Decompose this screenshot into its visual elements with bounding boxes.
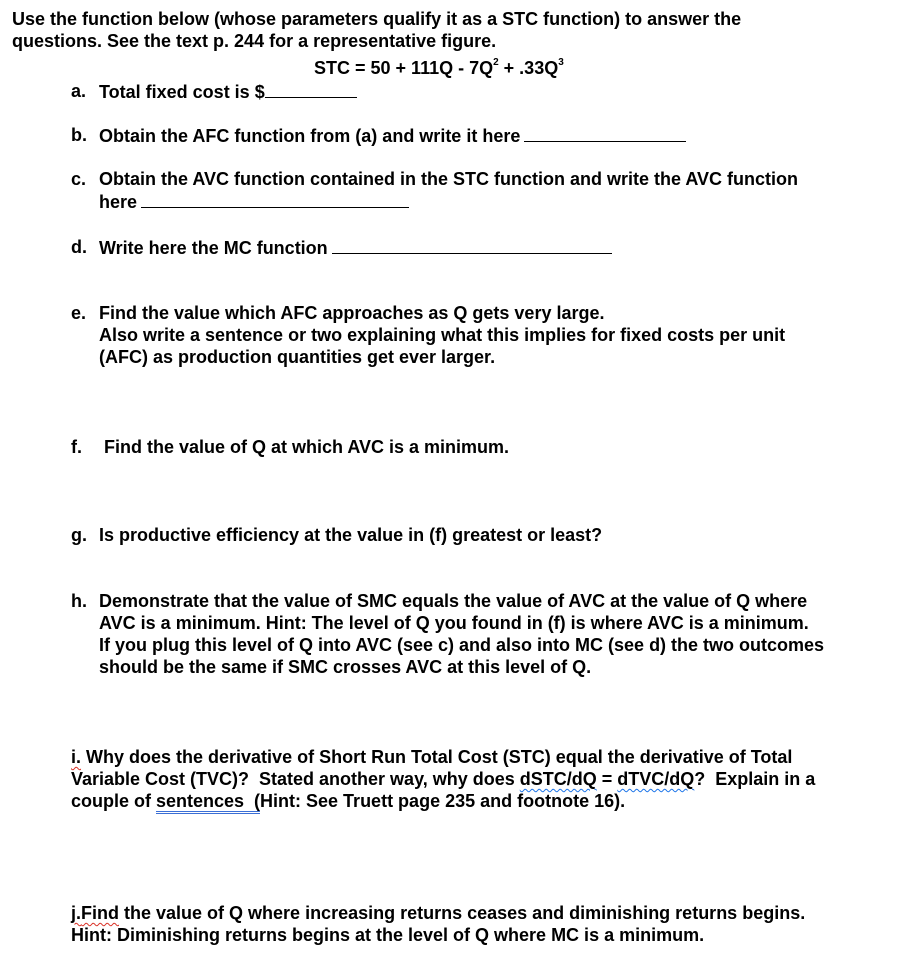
question-b-text: Obtain the AFC function from (a) and write it here <box>99 126 521 146</box>
question-h-line-4: should be the same if SMC crosses AVC at this level of Q. <box>99 657 592 677</box>
question-d-letter: d. <box>71 237 87 257</box>
question-h-letter: h. <box>71 591 87 611</box>
question-h-line-3: If you plug this level of Q into AVC (see c) and also into MC (see d) the two outcomes <box>99 635 825 655</box>
instructions <box>12 8 741 52</box>
question-d-text: Write here the MC function <box>99 238 328 258</box>
equation-term-2: + .33Q <box>498 58 559 78</box>
question-i-dtvc-dq: dTVC/dQ <box>617 769 695 789</box>
equation-lhs: STC <box>314 58 350 78</box>
question-f-text: Find the value of Q at which AVC is a minimum. <box>104 437 510 457</box>
question-i-line-1: Why does the derivative of Short Run Total Cost (STC) equal the derivative of Total <box>81 747 793 767</box>
question-g-text: Is productive efficiency at the value in (f) greatest or least? <box>99 525 603 545</box>
instructions-line-2: questions. See the text p. 244 for a representative figure. <box>12 31 497 51</box>
question-h-line-2: AVC is a minimum. Hint: The level of Q you found in (f) is where AVC is a minimum. <box>99 613 809 633</box>
question-f-letter: f. <box>71 437 82 457</box>
question-a-text: Total fixed cost is $ <box>99 82 265 102</box>
question-c-letter: c. <box>71 169 87 189</box>
question-e-letter: e. <box>71 303 87 323</box>
question-j-first-word: Find <box>81 903 120 923</box>
question-j-line-2: Hint: Diminishing returns begins at the level of Q where MC is a minimum. <box>71 925 705 945</box>
question-h-line-1: Demonstrate that the value of SMC equals the value of AVC at the value of Q where <box>99 591 808 611</box>
answer-blank-b[interactable] <box>524 124 686 142</box>
stc-equation <box>314 57 564 79</box>
instructions-line-1: Use the function below (whose parameters qualify it as a STC function) to answer the <box>12 9 742 29</box>
answer-blank-d[interactable] <box>332 236 612 254</box>
question-i-dstc-dq: dSTC/dQ <box>519 769 597 789</box>
question-g-letter: g. <box>71 525 87 545</box>
question-e-line-1: Find the value which AFC approaches as Q gets very large. <box>99 303 605 323</box>
question-i-sentences-flag: sentences ( <box>156 791 260 814</box>
question-i-equals: = <box>596 769 618 789</box>
question-i-line-2-end: ? Explain in a <box>694 769 816 789</box>
question-e-line-2: Also write a sentence or two explaining what this implies for fixed costs per unit <box>99 325 786 345</box>
equation-exponent-3: 3 <box>558 57 564 68</box>
question-j-line-1: the value of Q where increasing returns ceases and diminishing returns begins. <box>119 903 806 923</box>
question-a-letter: a. <box>71 81 87 101</box>
question-j-letter: j. <box>71 903 82 923</box>
equation-term-1: 50 + 111Q - 7Q <box>370 58 494 78</box>
answer-blank-c[interactable] <box>141 190 409 208</box>
question-e-line-3: (AFC) as production quantities get ever larger. <box>99 347 496 367</box>
question-i-letter: i. <box>71 747 82 767</box>
question-i-line-2: Variable Cost (TVC)? Stated another way, why does <box>71 769 520 789</box>
question-i-line-3-start: couple of <box>71 791 156 811</box>
question-c-line-1: Obtain the AVC function contained in the STC function and write the AVC function <box>99 169 798 189</box>
question-c-line-2: here <box>99 192 138 212</box>
answer-blank-a[interactable] <box>265 80 357 98</box>
question-i-line-3-end: Hint: See Truett page 235 and footnote 16). <box>260 791 626 811</box>
equation-equals: = <box>350 58 371 78</box>
question-b-letter: b. <box>71 125 87 145</box>
equation-exponent-2: 2 <box>493 57 499 68</box>
